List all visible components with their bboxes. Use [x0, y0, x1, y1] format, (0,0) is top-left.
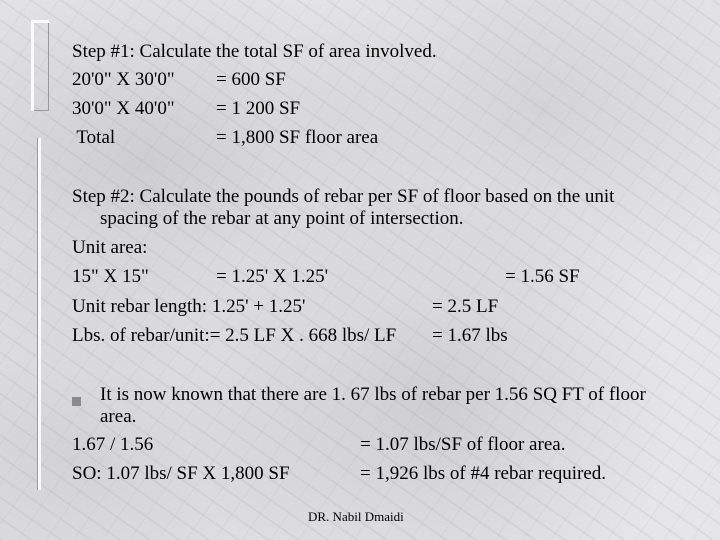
step1-row1-label: 20'0" X 30'0": [72, 69, 175, 90]
step2-row1-label: 15" X 15": [72, 266, 149, 287]
step2-row1-value: = 1.56 SF: [505, 266, 580, 287]
step1-heading: Step #1: Calculate the total SF of area involved.: [72, 41, 437, 62]
step3-line2: area.: [100, 406, 137, 427]
step2-heading-line1: Step #2: Calculate the pounds of rebar per SF of floor based on the unit: [72, 186, 615, 207]
step1-row1-value: = 600 SF: [216, 69, 286, 90]
step2-row3-value: = 1.67 lbs: [432, 325, 508, 346]
step1-row2-value: = 1 200 SF: [216, 98, 301, 119]
step3-row1-value: = 1.07 lbs/SF of floor area.: [360, 434, 566, 455]
step1-total-value: = 1,800 SF floor area: [216, 127, 379, 148]
step3-row2-label: SO: 1.07 lbs/ SF X 1,800 SF: [72, 463, 290, 484]
step1-row2-label: 30'0" X 40'0": [72, 98, 175, 119]
step2-row1-mid: = 1.25' X 1.25': [216, 266, 329, 287]
step2-row3-label: Lbs. of rebar/unit:= 2.5 LF X . 668 lbs/ LF: [72, 325, 397, 346]
footer-author: DR. Nabil Dmaidi: [308, 509, 404, 524]
step2-row2-label: Unit rebar length: 1.25' + 1.25': [72, 296, 306, 317]
step2-unit-area-label: Unit area:: [72, 237, 148, 258]
step3-line1: It is now known that there are 1. 67 lbs of rebar per 1.56 SQ FT of floor: [100, 384, 646, 405]
step2-heading-line2: spacing of the rebar at any point of intersection.: [100, 208, 464, 229]
step3-row2-value: = 1,926 lbs of #4 rebar required.: [360, 463, 607, 484]
square-bullet-icon: [72, 397, 81, 406]
step3-row1-label: 1.67 / 1.56: [72, 434, 154, 455]
step1-total-label: Total: [72, 127, 116, 148]
step2-row2-value: = 2.5 LF: [432, 296, 499, 317]
decorative-bracket-top: [31, 20, 49, 111]
decorative-bracket-side: [38, 138, 45, 490]
